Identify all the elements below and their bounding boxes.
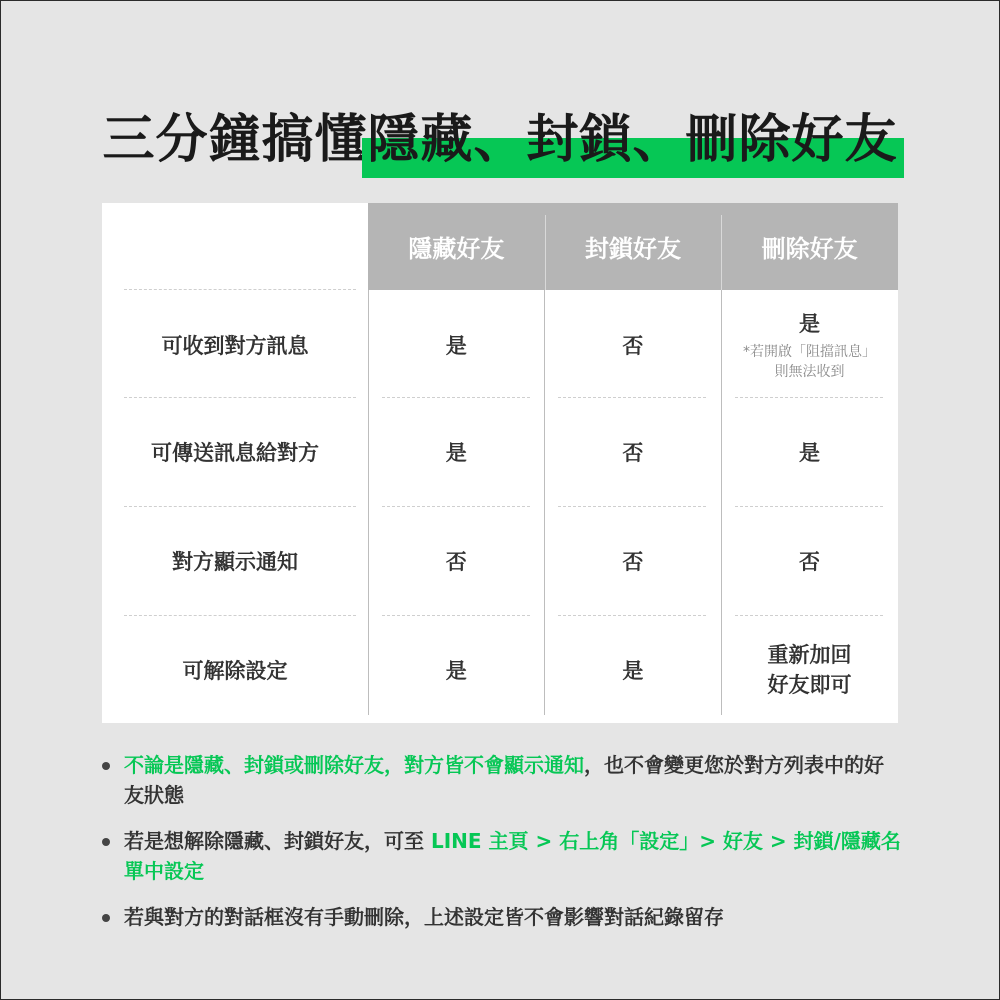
- row-separator: [558, 506, 706, 507]
- cell-hide: 是: [445, 334, 467, 358]
- cell-block: 否: [622, 441, 644, 465]
- bullet-2-highlight: LINE 主頁 > 右上角「設定」> 好友 > 封鎖/隱藏名單中設定: [124, 829, 901, 883]
- table-row: [102, 508, 898, 614]
- row-label: 可傳送訊息給對方: [151, 441, 319, 465]
- row-separator: [382, 615, 530, 616]
- table-row: [102, 293, 898, 397]
- row-separator: [124, 506, 356, 507]
- comparison-table: [102, 203, 898, 723]
- bullet-1-text: ，也不會變更您於對方列表中的好友狀態: [124, 753, 884, 807]
- bullet-1-highlight: 不論是隱藏、封鎖或刪除好友，對方皆不會顯示通知: [124, 753, 584, 777]
- header-block: 封鎖好友: [545, 203, 722, 290]
- row-separator: [735, 506, 883, 507]
- row-separator: [558, 615, 706, 616]
- row-separator: [124, 615, 356, 616]
- row-label: 可收到對方訊息: [161, 334, 309, 358]
- row-separator: [382, 397, 530, 398]
- cell-block: 是: [622, 659, 644, 683]
- title-area: [0, 108, 1000, 172]
- page-title: [102, 108, 897, 172]
- list-item: [102, 750, 902, 810]
- cell-delete-line-1: 重新加回: [767, 643, 852, 667]
- row-separator: [124, 397, 356, 398]
- cell-delete: 是: [798, 441, 820, 465]
- cell-delete: [721, 293, 898, 397]
- row-separator: [124, 289, 356, 290]
- cell-delete-line-2: 好友即可: [767, 673, 852, 697]
- row-separator: [558, 397, 706, 398]
- title-highlight: 隱藏、封鎖、刪除好友: [367, 110, 898, 170]
- cell-delete-value: 是: [798, 312, 820, 336]
- notes-list: [102, 750, 902, 948]
- bullet-2-text: 若是想解除隱藏、封鎖好友，可至: [124, 829, 431, 853]
- row-separator: [382, 506, 530, 507]
- row-label: 可解除設定: [182, 659, 288, 683]
- list-item: [102, 902, 902, 932]
- table-row: [102, 617, 898, 723]
- title-plain: 三分鐘搞懂: [102, 110, 368, 170]
- row-separator: [735, 615, 883, 616]
- cell-block: 否: [622, 334, 644, 358]
- cell-block: 否: [622, 550, 644, 574]
- cell-delete: 否: [798, 550, 820, 574]
- note-line-2: 則無法收到: [774, 364, 845, 380]
- cell-delete: [721, 617, 898, 723]
- table-header: [368, 203, 898, 290]
- table-row: [102, 399, 898, 505]
- list-item: [102, 826, 902, 886]
- header-hide: 隱藏好友: [408, 235, 505, 263]
- cell-hide: 是: [445, 659, 467, 683]
- row-separator: [735, 397, 883, 398]
- note-line-1: *若開啟「阻擋訊息」: [742, 344, 876, 360]
- bullet-3-text: 若與對方的對話框沒有手動刪除，上述設定皆不會影響對話紀錄留存: [124, 905, 724, 929]
- cell-hide: 是: [445, 441, 467, 465]
- cell-delete-note: [743, 342, 876, 382]
- header-delete: 刪除好友: [721, 203, 898, 290]
- row-label: 對方顯示通知: [172, 550, 298, 574]
- cell-hide: 否: [445, 550, 467, 574]
